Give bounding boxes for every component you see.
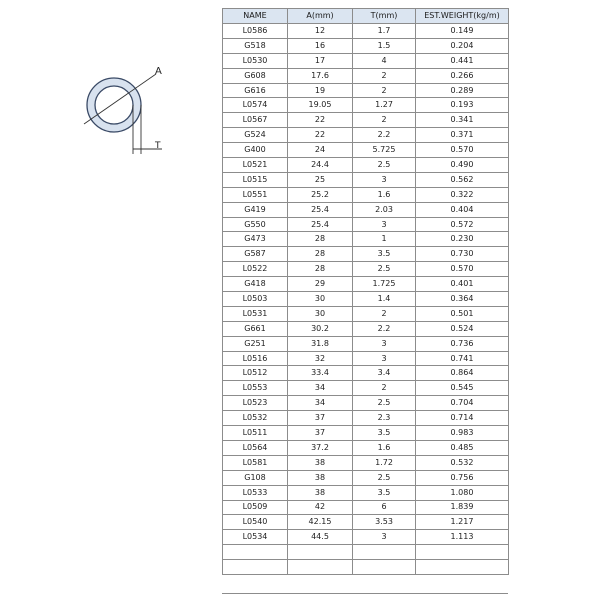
cell-a-mm: 24.4 <box>288 158 353 173</box>
cell-est-weight: 0.266 <box>416 68 509 83</box>
cell-name <box>223 560 288 575</box>
table-row <box>223 217 509 232</box>
table-row <box>223 83 509 98</box>
cell-t-mm: 2.03 <box>353 202 416 217</box>
cell-est-weight: 0.730 <box>416 247 509 262</box>
table-row <box>223 500 509 515</box>
cell-t-mm: 1.725 <box>353 277 416 292</box>
cell-est-weight <box>416 545 509 560</box>
cell-a-mm: 22 <box>288 128 353 143</box>
cell-est-weight: 1.217 <box>416 515 509 530</box>
cell-t-mm: 2.2 <box>353 321 416 336</box>
cell-est-weight: 0.736 <box>416 336 509 351</box>
cell-est-weight: 1.839 <box>416 500 509 515</box>
cell-a-mm: 37 <box>288 411 353 426</box>
cell-a-mm: 24 <box>288 143 353 158</box>
table-row <box>223 530 509 545</box>
cell-t-mm: 3.5 <box>353 426 416 441</box>
label-a: A <box>155 66 162 77</box>
cell-t-mm: 1.6 <box>353 440 416 455</box>
cell-t-mm: 2 <box>353 68 416 83</box>
cell-name: G587 <box>223 247 288 262</box>
cell-a-mm: 42.15 <box>288 515 353 530</box>
cell-a-mm: 22 <box>288 113 353 128</box>
cell-a-mm: 25.4 <box>288 217 353 232</box>
table-row <box>223 68 509 83</box>
cell-est-weight: 0.401 <box>416 277 509 292</box>
cell-a-mm <box>288 545 353 560</box>
cell-name: L0515 <box>223 172 288 187</box>
cell-a-mm: 30.2 <box>288 321 353 336</box>
table-header-row <box>223 9 509 24</box>
cell-t-mm: 2 <box>353 306 416 321</box>
cell-est-weight: 0.704 <box>416 396 509 411</box>
cell-name: G473 <box>223 232 288 247</box>
table-row <box>223 426 509 441</box>
cell-t-mm: 1.7 <box>353 24 416 39</box>
table-row <box>223 381 509 396</box>
cell-a-mm: 30 <box>288 306 353 321</box>
table-row <box>223 336 509 351</box>
cell-name: L0533 <box>223 485 288 500</box>
cell-a-mm: 28 <box>288 247 353 262</box>
cell-name: G418 <box>223 277 288 292</box>
cell-est-weight: 1.080 <box>416 485 509 500</box>
specification-table <box>222 8 509 575</box>
cell-a-mm: 19 <box>288 83 353 98</box>
cell-t-mm: 3 <box>353 530 416 545</box>
cell-a-mm: 25.4 <box>288 202 353 217</box>
cell-name: L0521 <box>223 158 288 173</box>
cell-est-weight: 0.230 <box>416 232 509 247</box>
cell-est-weight: 0.756 <box>416 470 509 485</box>
cell-name: L0509 <box>223 500 288 515</box>
table-row <box>223 158 509 173</box>
cell-est-weight: 0.289 <box>416 83 509 98</box>
cell-t-mm: 2 <box>353 83 416 98</box>
cell-name: G616 <box>223 83 288 98</box>
cell-name: L0531 <box>223 306 288 321</box>
cell-est-weight: 0.364 <box>416 292 509 307</box>
cell-t-mm: 6 <box>353 500 416 515</box>
cell-est-weight: 0.341 <box>416 113 509 128</box>
cell-t-mm: 3.53 <box>353 515 416 530</box>
cell-est-weight: 0.572 <box>416 217 509 232</box>
ring-inner-circle <box>95 86 133 124</box>
table-row <box>223 38 509 53</box>
cell-a-mm: 34 <box>288 381 353 396</box>
cell-a-mm: 42 <box>288 500 353 515</box>
cell-t-mm: 2.5 <box>353 262 416 277</box>
cell-est-weight: 0.501 <box>416 306 509 321</box>
cell-est-weight: 0.193 <box>416 98 509 113</box>
table-row <box>223 455 509 470</box>
table-row <box>223 515 509 530</box>
cell-name: L0553 <box>223 381 288 396</box>
cell-est-weight: 0.570 <box>416 262 509 277</box>
cell-a-mm: 34 <box>288 396 353 411</box>
cell-name: L0586 <box>223 24 288 39</box>
cell-est-weight: 1.113 <box>416 530 509 545</box>
cell-est-weight: 0.204 <box>416 38 509 53</box>
cell-t-mm: 4 <box>353 53 416 68</box>
cell-est-weight: 0.545 <box>416 381 509 396</box>
cell-a-mm: 17 <box>288 53 353 68</box>
cell-est-weight: 0.562 <box>416 172 509 187</box>
cell-name: L0574 <box>223 98 288 113</box>
table-row <box>223 321 509 336</box>
cell-name: L0503 <box>223 292 288 307</box>
cell-t-mm: 1.27 <box>353 98 416 113</box>
cell-t-mm: 2.5 <box>353 470 416 485</box>
cell-t-mm: 1 <box>353 232 416 247</box>
cell-name: L0564 <box>223 440 288 455</box>
cell-name: L0512 <box>223 366 288 381</box>
cell-a-mm: 29 <box>288 277 353 292</box>
cell-a-mm: 37 <box>288 426 353 441</box>
cell-name: L0530 <box>223 53 288 68</box>
cell-est-weight: 0.149 <box>416 24 509 39</box>
cell-a-mm: 12 <box>288 24 353 39</box>
cell-est-weight: 0.441 <box>416 53 509 68</box>
table-row <box>223 411 509 426</box>
ring-cross-section-diagram <box>78 58 188 163</box>
table-row <box>223 485 509 500</box>
cell-name: G108 <box>223 470 288 485</box>
cell-a-mm: 38 <box>288 485 353 500</box>
header-name: NAME <box>223 9 288 24</box>
cell-a-mm: 44.5 <box>288 530 353 545</box>
cell-t-mm: 1.6 <box>353 187 416 202</box>
cell-a-mm: 25.2 <box>288 187 353 202</box>
table-row <box>223 202 509 217</box>
table-body <box>223 24 509 575</box>
cell-a-mm: 38 <box>288 455 353 470</box>
cell-t-mm: 3 <box>353 172 416 187</box>
table-row <box>223 292 509 307</box>
cell-name: G661 <box>223 321 288 336</box>
cell-est-weight: 0.371 <box>416 128 509 143</box>
cell-name: L0522 <box>223 262 288 277</box>
table-row <box>223 143 509 158</box>
cell-a-mm: 25 <box>288 172 353 187</box>
table-row <box>223 366 509 381</box>
cell-est-weight: 0.490 <box>416 158 509 173</box>
cell-a-mm <box>288 560 353 575</box>
cell-t-mm: 2.5 <box>353 158 416 173</box>
cell-name: L0534 <box>223 530 288 545</box>
cell-t-mm: 2 <box>353 381 416 396</box>
cell-name: G400 <box>223 143 288 158</box>
bottom-divider <box>222 593 508 594</box>
cell-name: G419 <box>223 202 288 217</box>
cell-name: G524 <box>223 128 288 143</box>
cell-est-weight: 0.983 <box>416 426 509 441</box>
cell-t-mm: 3.5 <box>353 247 416 262</box>
cell-est-weight: 0.532 <box>416 455 509 470</box>
cell-t-mm <box>353 560 416 575</box>
table-row <box>223 351 509 366</box>
table-row <box>223 172 509 187</box>
cell-t-mm <box>353 545 416 560</box>
cell-t-mm: 2.3 <box>353 411 416 426</box>
table-row <box>223 262 509 277</box>
table-row <box>223 440 509 455</box>
cell-t-mm: 1.4 <box>353 292 416 307</box>
cell-est-weight: 0.741 <box>416 351 509 366</box>
cell-t-mm: 2 <box>353 113 416 128</box>
cell-name: L0551 <box>223 187 288 202</box>
cell-a-mm: 31.8 <box>288 336 353 351</box>
cell-name <box>223 545 288 560</box>
cell-name: G251 <box>223 336 288 351</box>
cell-name: G608 <box>223 68 288 83</box>
table-row <box>223 53 509 68</box>
table-row <box>223 232 509 247</box>
table-row <box>223 247 509 262</box>
table-row <box>223 98 509 113</box>
cell-name: L0567 <box>223 113 288 128</box>
table-row <box>223 187 509 202</box>
cell-a-mm: 32 <box>288 351 353 366</box>
table-row <box>223 396 509 411</box>
table-row <box>223 113 509 128</box>
cell-t-mm: 3.4 <box>353 366 416 381</box>
table-row <box>223 128 509 143</box>
cell-a-mm: 19.05 <box>288 98 353 113</box>
cell-a-mm: 16 <box>288 38 353 53</box>
cell-a-mm: 37.2 <box>288 440 353 455</box>
cell-est-weight: 0.404 <box>416 202 509 217</box>
table-row <box>223 545 509 560</box>
cell-name: L0581 <box>223 455 288 470</box>
cell-t-mm: 1.5 <box>353 38 416 53</box>
cell-name: L0511 <box>223 426 288 441</box>
table-row <box>223 277 509 292</box>
header-t-mm: T(mm) <box>353 9 416 24</box>
cell-t-mm: 3 <box>353 351 416 366</box>
header-a-mm: A(mm) <box>288 9 353 24</box>
cell-t-mm: 2.2 <box>353 128 416 143</box>
cell-est-weight: 0.322 <box>416 187 509 202</box>
cell-name: G518 <box>223 38 288 53</box>
cell-t-mm: 3.5 <box>353 485 416 500</box>
cell-est-weight: 0.524 <box>416 321 509 336</box>
cell-t-mm: 3 <box>353 336 416 351</box>
cell-est-weight: 0.864 <box>416 366 509 381</box>
table-row <box>223 306 509 321</box>
cell-t-mm: 5.725 <box>353 143 416 158</box>
cell-est-weight <box>416 560 509 575</box>
cell-est-weight: 0.485 <box>416 440 509 455</box>
cell-a-mm: 28 <box>288 262 353 277</box>
cell-a-mm: 30 <box>288 292 353 307</box>
cell-name: L0516 <box>223 351 288 366</box>
table-row <box>223 470 509 485</box>
label-t: T <box>155 141 161 151</box>
cell-t-mm: 1.72 <box>353 455 416 470</box>
cell-name: G550 <box>223 217 288 232</box>
header-est-weight: EST.WEIGHT(kg/m) <box>416 9 509 24</box>
cell-a-mm: 38 <box>288 470 353 485</box>
cell-est-weight: 0.570 <box>416 143 509 158</box>
table-row <box>223 560 509 575</box>
cell-a-mm: 28 <box>288 232 353 247</box>
table-row <box>223 24 509 39</box>
cell-a-mm: 33.4 <box>288 366 353 381</box>
cell-t-mm: 3 <box>353 217 416 232</box>
cell-name: L0532 <box>223 411 288 426</box>
cell-est-weight: 0.714 <box>416 411 509 426</box>
cell-a-mm: 17.6 <box>288 68 353 83</box>
cell-t-mm: 2.5 <box>353 396 416 411</box>
cell-name: L0523 <box>223 396 288 411</box>
cell-name: L0540 <box>223 515 288 530</box>
